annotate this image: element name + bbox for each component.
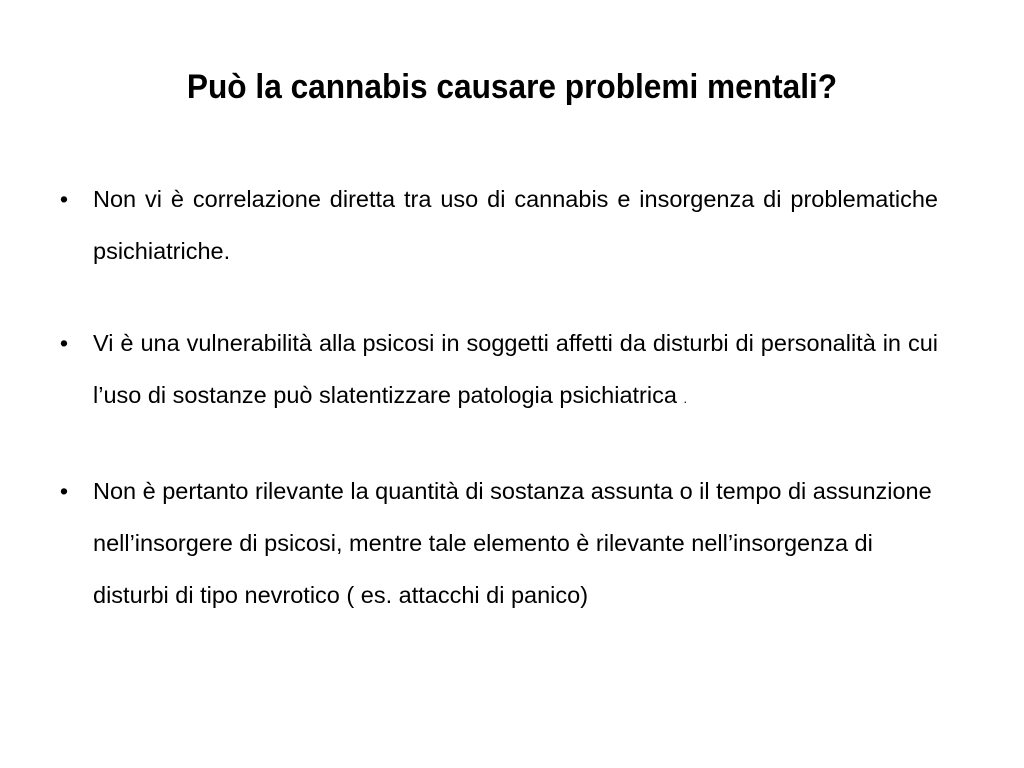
bullet-text: Non vi è correlazione diretta tra uso di cannabis e insorgenza di problematiche psichiatriche. [93,186,938,264]
slide-title: Può la cannabis causare problemi mentali? [186,68,838,106]
bullet-item [58,317,938,425]
bullet-trailing-period: . [683,391,688,406]
bullet-list [58,173,938,621]
bullet-icon: • [59,478,69,504]
bullet-text: Vi è una vulnerabilità alla psicosi in soggetti affetti da disturbi di personalità in cui l’uso di sostanze può slatentizzare patologia psichiatrica [93,330,938,408]
bullet-icon: • [59,186,69,212]
bullet-item [58,465,933,621]
bullet-text-wrapper [93,317,938,425]
bullet-icon: • [59,330,69,356]
bullet-text: Non è pertanto rilevante la quantità di sostanza assunta o il tempo di assunzione nell’insorgere di psicosi, mentre tale elemento è rilevante nell’insorgenza di disturbi di tipo nevrotico ( es. attacchi di panico) [93,478,932,608]
bullet-item [58,173,938,277]
